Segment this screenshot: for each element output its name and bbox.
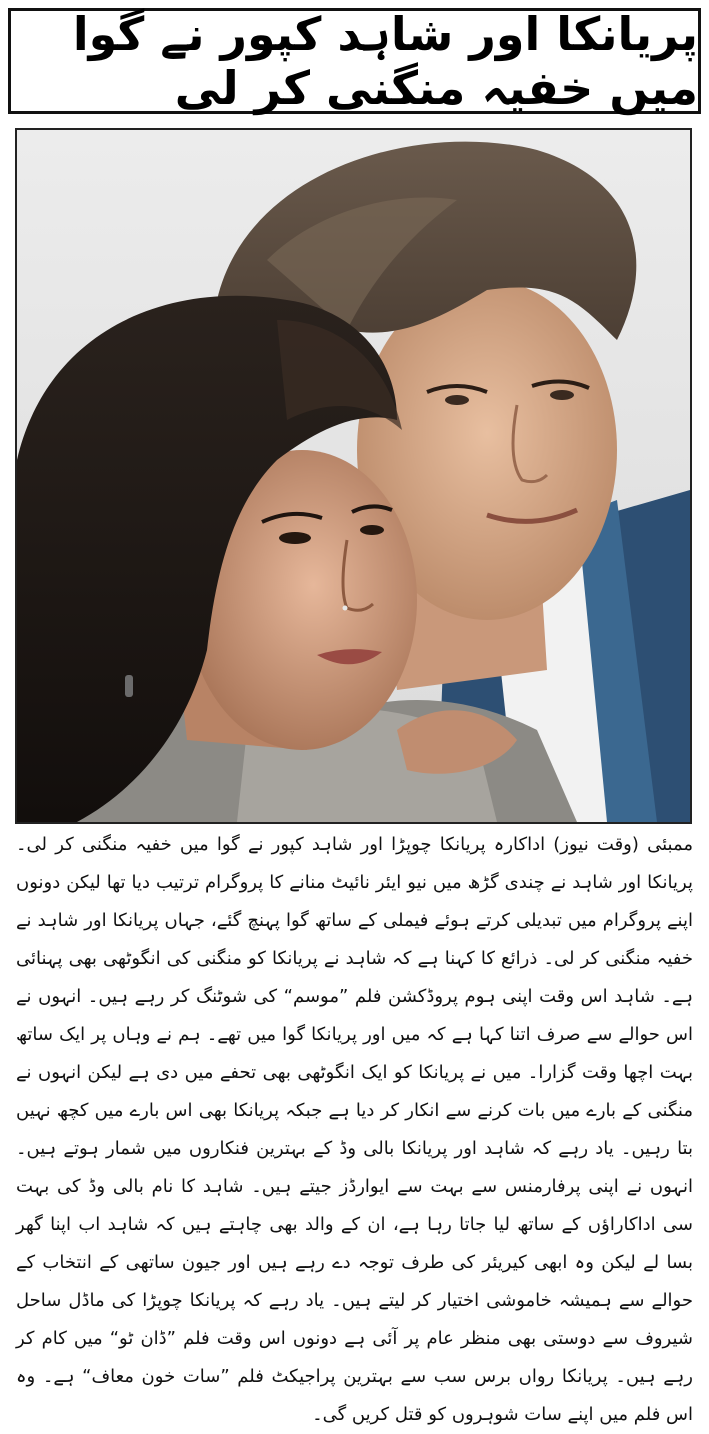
article-photo: [15, 128, 692, 824]
article-body: [16, 826, 693, 1425]
headline: پریانکا اور شاہد کپور نے گوا میں خفیہ منگنی کر لی: [8, 8, 701, 114]
article-paragraph: ممبئی (وقت نیوز) اداکارہ پریانکا چوپڑا اور شاہد کپور نے گوا میں خفیہ منگنی کر لی۔ پریانکا اور شاہد نے چندی گڑھ میں نیو ایئر نائیٹ منانے کا پروگرام ترتیب دیا تھا لیکن دونوں اپنے پروگرام میں تبدیلی کرتے ہوئے فیملی کے ساتھ گوا پہنچ گئے، جہاں پریانکا اور شاہد نے خفیہ منگنی کر لی۔ ذرائع کا کہنا ہے کہ شاہد نے پریانکا کو منگنی کی انگوٹھی بھی پہنائی ہے۔ شاہد اس وقت اپنی ہوم پروڈکشن فلم ”موسم“ کی شوٹنگ کر رہے ہیں۔ انہوں نے اس حوالے سے صرف اتنا کہا ہے کہ میں اور پریانکا گوا میں تھے۔ ہم نے وہاں پر ایک ساتھ بہت اچھا وقت گزارا۔ میں نے پریانکا کو ایک انگوٹھی بھی تحفے میں دی ہے لیکن انہوں نے منگنی کے بارے میں بات کرنے سے انکار کر دیا ہے جبکہ پریانکا بھی اس بارے میں کچھ نہیں بتا رہیں۔ یاد رہے کہ شاہد اور پریانکا بالی وڈ کے بہترین فنکاروں میں شمار ہوتے ہیں۔ انہوں نے اپنی پرفارمنس سے بہت سے ایوارڈز جیتے ہیں۔ شاہد کا نام بالی وڈ کی بہت سی اداکاراؤں کے ساتھ لیا جاتا رہا ہے، ان کے والد بھی چاہتے ہیں کہ شاہد اب اپنا گھر بسا لے لیکن وہ ابھی کیریئر کی طرف توجہ دے رہے ہیں اور جیون ساتھی کے انتخاب کے حوالے سے ہمیشہ خاموشی اختیار کر لیتے ہیں۔ یاد رہے کہ پریانکا چوپڑا کی ماڈل ساحل شیروف سے دوستی بھی منظر عام پر آئی ہے دونوں اس وقت فلم ”ڈان ٹو“ میں کام کر رہے ہیں۔ پریانکا رواں برس سب سے بہترین پراجیکٹ فلم ”سات خون معاف“ ہے۔ وہ اس فلم میں اپنے سات شوہروں کو قتل کریں گی۔: [16, 834, 693, 1425]
